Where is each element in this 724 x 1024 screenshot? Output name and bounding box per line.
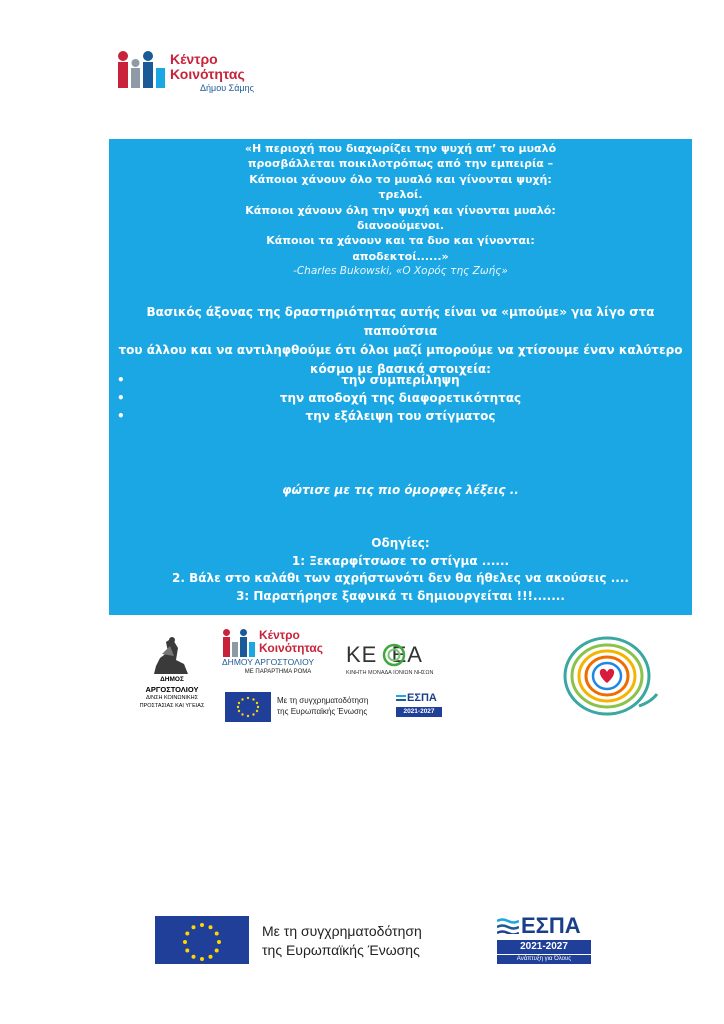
espa-small-logo xyxy=(396,692,446,722)
community-centre-logo-icon xyxy=(116,50,168,90)
logo-line2: Κοινότητας xyxy=(170,66,245,82)
festival-logo xyxy=(553,626,663,724)
highlight-text: φώτισε με τις πιο όμορφες λέξεις .. xyxy=(282,483,519,497)
content-panel xyxy=(109,139,692,615)
espa-footer-logo xyxy=(497,914,591,966)
dimos-line1: ΔΗΜΟΣ xyxy=(160,676,184,683)
municipal-emblem-icon xyxy=(148,634,194,676)
dimos-argostoliou-logo xyxy=(128,634,216,714)
espa-small-years: 2021-2027 xyxy=(396,707,442,717)
intro-line: του άλλου και να αντιληφθούμε ότι όλοι μαζί μπορούμε να χτίσουμε έναν καλύτερο xyxy=(118,343,683,357)
festival-text xyxy=(553,626,554,627)
espa-footer-tag: Ανάπτυξη για Όλους xyxy=(497,955,591,964)
quote-line: «Η περιοχή που διαχωρίζει την ψυχή απ’ το μυαλό xyxy=(244,142,557,155)
instructions-block xyxy=(109,535,692,605)
quote-line: αποδεκτοί......» xyxy=(352,249,449,263)
keoea-sub: ΚΙΝΗΤΗ ΜΟΝΑΔΑ ΙΟΝΙΩΝ ΝΗΣΩΝ xyxy=(346,670,434,676)
keoea-name: ΚΕ ΕΑ xyxy=(346,642,423,667)
bullet-icon: • xyxy=(117,373,125,387)
quote-line: Κάποιοι χάνουν όλο το μυαλό και γίνονται ψυχή: xyxy=(249,172,552,186)
bullet-text: την αποδοχή της διαφορετικότητας xyxy=(279,391,522,405)
espa-waves-icon xyxy=(396,694,406,704)
dimos-line4: ΠΡΟΣΤΑΣΙΑΣ ΚΑΙ ΥΓΕΙΑΣ xyxy=(139,703,205,709)
kentro-line4: ΜΕ ΠΑΡΑΡΤΗΜΑ ΡΟΜΑ xyxy=(244,669,312,675)
intro-line: Βασικός άξονας της δραστηριότητας αυτής είναι να «μπούμε» για λίγο στα παπούτσια xyxy=(146,305,655,338)
community-centre-logo-icon xyxy=(222,628,258,658)
eu-cofunding-small xyxy=(225,692,395,722)
eu-flag-large xyxy=(155,916,249,964)
bullet-icon: • xyxy=(117,391,125,405)
espa-footer-name: ΕΣΠΑ xyxy=(521,913,581,938)
eu-footer-line2: της Ευρωπαϊκής Ένωσης xyxy=(262,942,420,958)
instruction-line: 3: Παρατήρησε ξαφνικά τι δημιουργείται !!!....... xyxy=(236,588,565,603)
dimos-line3: Δ/ΝΣΗ ΚΟΙΝΩΝΙΚΗΣ xyxy=(145,695,198,701)
keoea-circle-icon xyxy=(382,643,406,667)
eu-small-line1: Με τη συγχρηματοδότηση xyxy=(277,696,369,705)
kentro-line2: Κοινότητας xyxy=(259,641,324,655)
instruction-line: 2. Βάλε στο καλάθι των αχρήστωνότι δεν θα ήθελες να ακούσεις .... xyxy=(172,571,629,585)
bullet-item xyxy=(109,409,692,427)
quote-line: διανοούμενοι. xyxy=(356,219,445,233)
quote-block xyxy=(109,141,692,279)
intro-line: κόσμο με βασικά στοιχεία: xyxy=(310,362,491,376)
header-logo xyxy=(116,46,266,96)
quote-line: Κάποιοι τα χάνουν και τα δυο και γίνονται: xyxy=(266,234,535,248)
eu-footer-line1: Με τη συγχρηματοδότηση xyxy=(262,923,422,939)
espa-waves-icon xyxy=(497,918,519,934)
quote-line: προσβάλλεται ποικιλοτρόπως από την εμπειρία – xyxy=(247,157,554,171)
kentro-argostoliou-logo xyxy=(222,626,334,682)
festival-spiral-icon xyxy=(553,626,663,724)
eu-small-line2: της Ευρωπαϊκής Ένωσης xyxy=(277,707,368,716)
logo-line1: Κέντρο xyxy=(170,51,218,67)
espa-small-name: ΕΣΠΑ xyxy=(407,692,437,704)
instruction-line: 1: Ξεκαρφίτσωσε το στίγμα ...... xyxy=(291,553,510,568)
bullet-item xyxy=(109,391,692,409)
instructions-title: Οδηγίες: xyxy=(371,536,430,550)
kentro-line1: Κέντρο xyxy=(259,628,300,642)
intro-paragraph xyxy=(109,303,692,379)
quote-author: -Charles Bukowski, «Ο Χορός της Ζωής» xyxy=(293,265,508,278)
eu-flag-icon xyxy=(225,692,271,722)
quote-line: τρελοί. xyxy=(378,188,423,202)
bullet-text: την συμπερίληψη xyxy=(341,373,460,387)
espa-footer-years: 2021-2027 xyxy=(497,940,591,954)
keoea-logo xyxy=(346,642,464,682)
logo-line3: Δήμου Σάμης xyxy=(200,83,254,93)
dimos-line2: ΑΡΓΟΣΤΟΛΙΟΥ xyxy=(145,685,199,694)
bullet-icon: • xyxy=(117,409,125,423)
bullet-item xyxy=(109,373,692,391)
eu-stars-icon xyxy=(155,916,249,964)
quote-line: Κάποιοι χάνουν όλη την ψυχή και γίνονται μυαλό: xyxy=(245,203,556,217)
kentro-line3: ΔΗΜΟΥ ΑΡΓΟΣΤΟΛΙΟΥ xyxy=(222,657,315,667)
bullet-text: την εξάλειψη του στίγματος xyxy=(305,409,496,423)
